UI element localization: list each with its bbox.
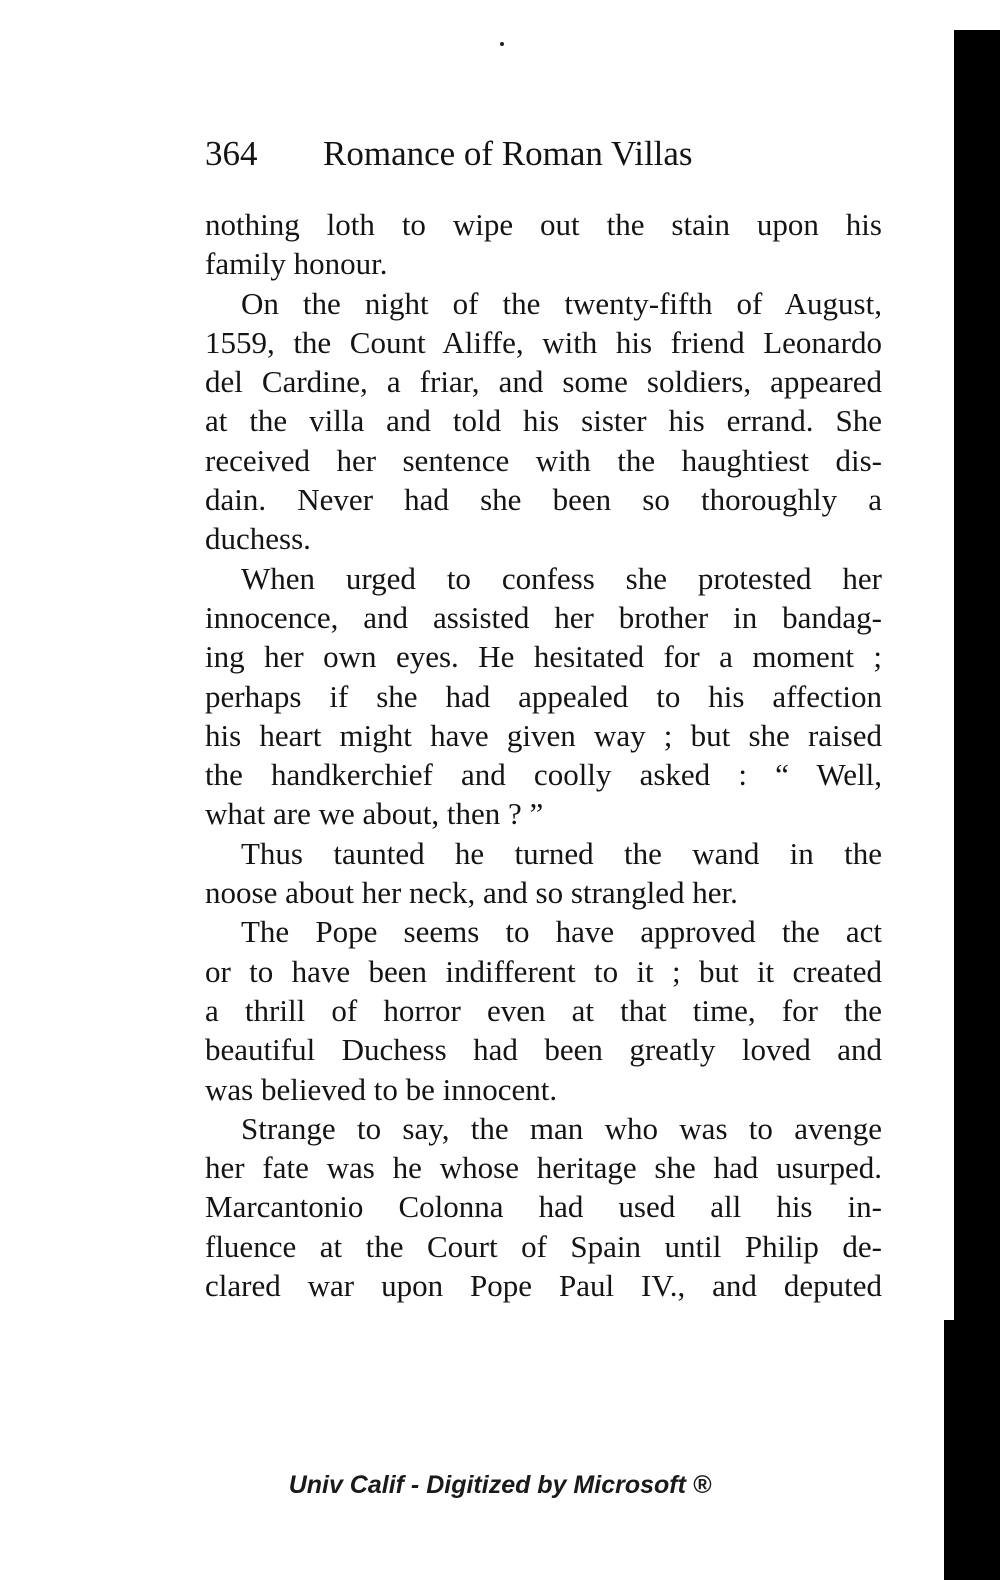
text-line: the handkerchief and coolly asked : “ Well, (205, 757, 882, 793)
digitization-watermark: Univ Calif - Digitized by Microsoft ® (288, 1471, 712, 1499)
page-number: 364 (205, 134, 258, 173)
text-line: was believed to be innocent. (205, 1071, 558, 1107)
text-line: dain. Never had she been so thoroughly a (205, 482, 882, 518)
body-text (205, 205, 882, 1305)
text-line: duchess. (205, 521, 311, 557)
text-line: del Cardine, a friar, and some soldiers, appeared (205, 364, 882, 400)
scan-speck (500, 42, 504, 46)
text-line: family honour. (205, 246, 388, 282)
text-line: nothing loth to wipe out the stain upon his (205, 207, 882, 242)
text-line: noose about her neck, and so strangled her. (205, 875, 738, 911)
text-line: When urged to confess she protested her (241, 560, 882, 596)
text-line: On the night of the twenty-fifth of August, (241, 285, 882, 321)
running-head (205, 130, 885, 178)
text-line: received her sentence with the haughtiest dis- (205, 442, 882, 478)
text-line: her fate was he whose heritage she had usurped. (205, 1150, 882, 1186)
text-line: innocence, and assisted her brother in bandag- (205, 599, 882, 635)
text-line: perhaps if she had appealed to his affection (205, 678, 882, 714)
text-line: beautiful Duchess had been greatly loved and (205, 1032, 882, 1068)
text-line: or to have been indifferent to it ; but it created (205, 953, 882, 989)
text-line: clared war upon Pope Paul IV., and deputed (205, 1268, 882, 1304)
text-line: a thrill of horror even at that time, for the (205, 992, 882, 1028)
running-title: Romance of Roman Villas (323, 134, 693, 173)
text-line: ing her own eyes. He hesitated for a moment ; (205, 639, 882, 675)
text-line: at the villa and told his sister his errand. She (205, 403, 882, 439)
text-line: Strange to say, the man who was to avenge (241, 1110, 882, 1146)
scan-edge-shadow-lower (944, 1320, 1000, 1580)
text-line: fluence at the Court of Spain until Philip de- (205, 1228, 882, 1264)
text-line: 1559, the Count Aliffe, with his friend Leonardo (205, 324, 882, 360)
text-line: Thus taunted he turned the wand in the (241, 835, 882, 871)
text-line: his heart might have given way ; but she raised (205, 717, 882, 753)
text-line: what are we about, then ? ” (205, 796, 544, 832)
text-line: The Pope seems to have approved the act (241, 914, 882, 950)
text-line: Marcantonio Colonna had used all his in- (205, 1189, 882, 1225)
